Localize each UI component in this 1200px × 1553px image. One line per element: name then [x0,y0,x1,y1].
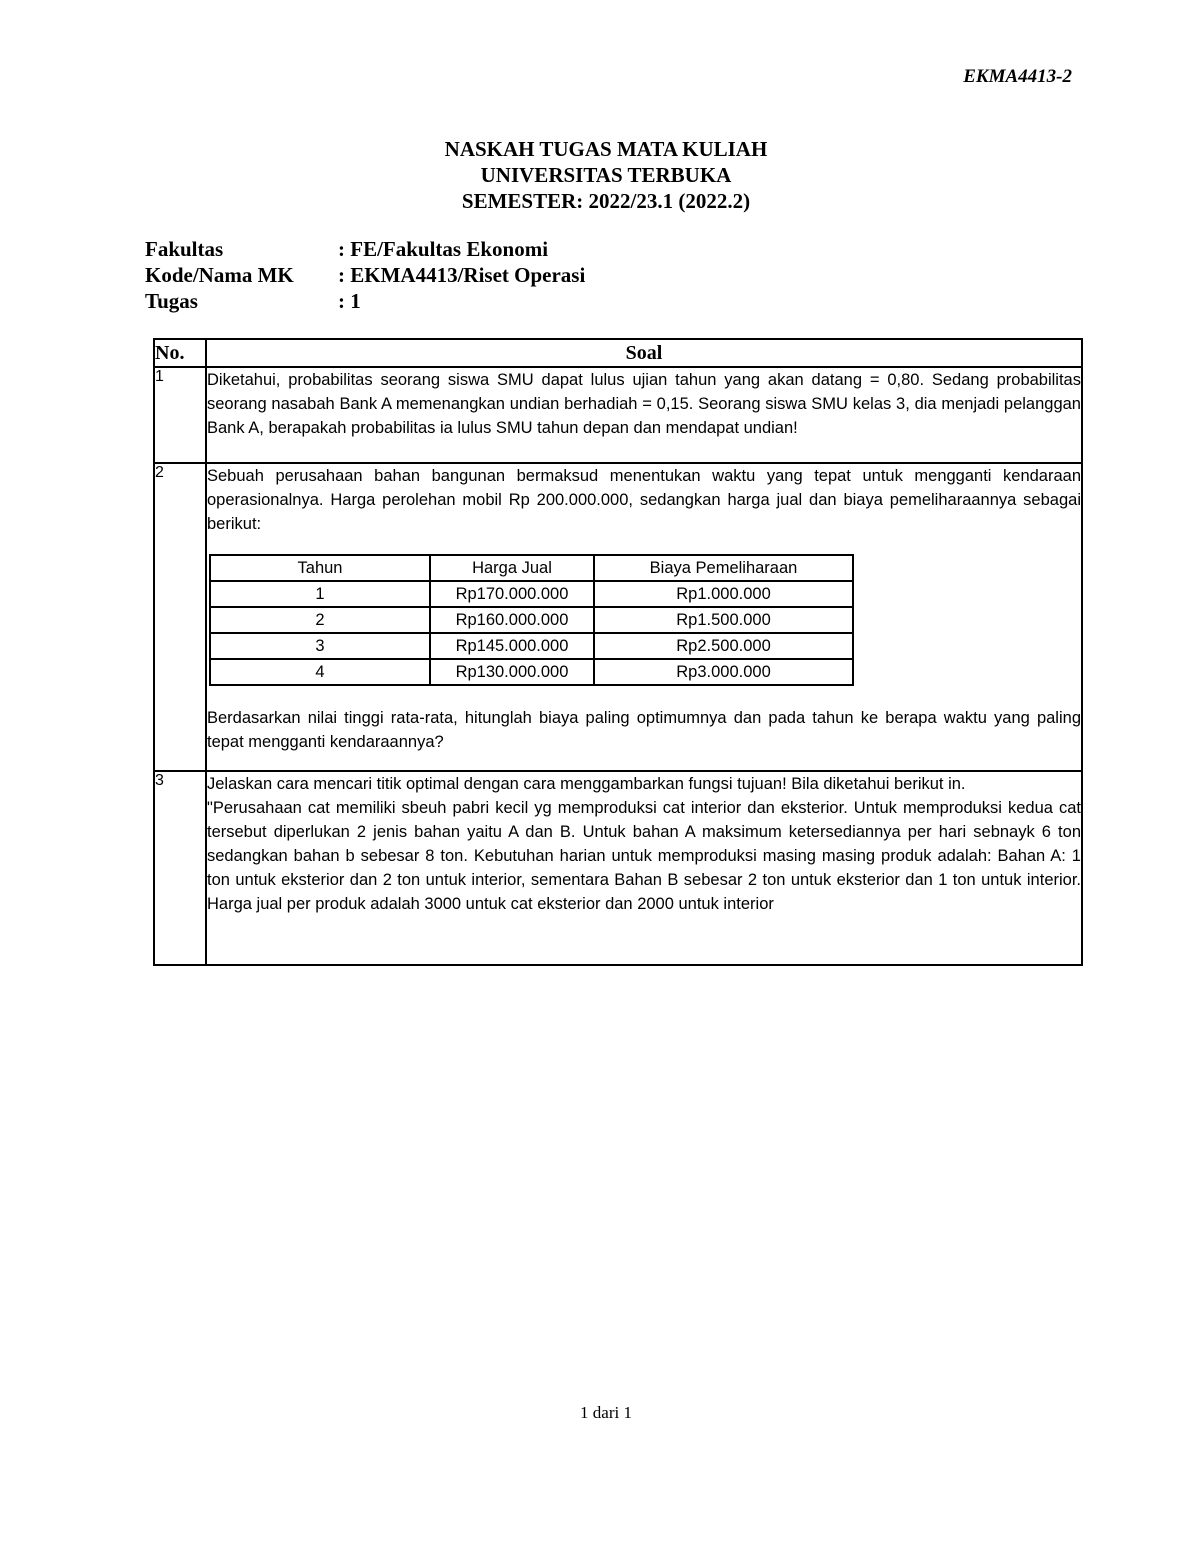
question-text: Jelaskan cara mencari titik optimal dengan cara menggambarkan fungsi tujuan! Bila diketahui berikut in. [207,775,966,793]
title-line-1: NASKAH TUGAS MATA KULIAH [444,137,768,161]
table-row [210,581,853,607]
question-body: "Perusahaan cat memiliki sbeuh pabri kecil yg memproduksi cat interior dan eksterior. Untuk memproduksi kedua cat tersebut diperlukan 2 jenis bahan yaitu A dan B. Untuk bahan A maksimum ketersediannya per hari sebnayk 6 ton sedangkan bahan b sebesar 8 ton. Kebutuhan harian untuk memproduksi masing masing produk adalah: Bahan A: 1 ton untuk eksterior dan 2 ton untuk interior, sementara Bahan B sebesar 2 ton untuk eksterior dan 1 ton untuk interior. Harga jual per produk adalah 3000 untuk cat eksterior dan 2000 untuk interior [207,799,1081,913]
cell-harga-jual: Rp170.000.000 [430,581,594,607]
meta-row-fakultas [145,236,585,262]
meta-value: : 1 [338,289,361,313]
table-row [210,633,853,659]
question-row-3 [154,771,1082,965]
cell-tahun: 4 [210,659,430,685]
cell-harga-jual: Rp130.000.000 [430,659,594,685]
meta-row-kode-mk [145,262,585,288]
table-row [210,659,853,685]
question-row-2 [154,463,1082,771]
cell-tahun: 1 [210,581,430,607]
questions-table-header [154,339,1082,367]
cell-biaya-pemeliharaan: Rp3.000.000 [594,659,853,685]
questions-table [153,338,1083,966]
header-soal: Soal [206,339,1082,367]
question-cell [206,463,1082,771]
cell-biaya-pemeliharaan: Rp2.500.000 [594,633,853,659]
question-number: 2 [154,463,206,771]
header-biaya-pemeliharaan: Biaya Pemeliharaan [594,555,853,581]
question-cell [206,771,1082,965]
cell-tahun: 3 [210,633,430,659]
meta-label: Kode/Nama MK [145,263,294,287]
course-info [145,236,585,314]
vehicle-cost-table [209,554,854,686]
document-code: EKMA4413-2 [963,66,1072,87]
header-harga-jual: Harga Jual [430,555,594,581]
header-no: No. [154,339,206,367]
question-text: Berdasarkan nilai tinggi rata-rata, hitunglah biaya paling optimumnya dan pada tahun ke berapa waktu yang paling tepat mengganti kendaraannya? [207,709,1081,751]
meta-value: : FE/Fakultas Ekonomi [338,237,549,261]
title-line-2: UNIVERSITAS TERBUKA [480,163,732,187]
vehicle-cost-header [210,555,853,581]
question-number: 3 [154,771,206,965]
meta-label: Fakultas [145,237,224,261]
cell-biaya-pemeliharaan: Rp1.000.000 [594,581,853,607]
cell-harga-jual: Rp160.000.000 [430,607,594,633]
question-cell [206,367,1082,463]
meta-value: : EKMA4413/Riset Operasi [338,263,586,287]
meta-row-tugas [145,288,585,314]
document-title [0,136,1200,214]
title-line-3: SEMESTER: 2022/23.1 (2022.2) [461,189,751,213]
question-row-1 [154,367,1082,463]
cell-tahun: 2 [210,607,430,633]
question-text: Diketahui, probabilitas seorang siswa SMU dapat lulus ujian tahun yang akan datang = 0,80. Sedang probabilitas seorang nasabah Bank A memenangkan undian berhadiah = 0,15. Seorang siswa SMU kelas 3, dia menjadi pelanggan Bank A, berapakah probabilitas ia lulus SMU tahun depan dan mendapat undian! [207,371,1081,437]
question-intro: Sebuah perusahaan bahan bangunan bermaksud menentukan waktu yang tepat untuk mengganti kendaraan operasionalnya. Harga perolehan mobil Rp 200.000.000, sedangkan harga jual dan biaya pemeliharaannya sebagai berikut: [207,467,1081,533]
header-tahun: Tahun [210,555,430,581]
cell-harga-jual: Rp145.000.000 [430,633,594,659]
table-row [210,607,853,633]
cell-biaya-pemeliharaan: Rp1.500.000 [594,607,853,633]
meta-label: Tugas [145,289,198,313]
question-number: 1 [154,367,206,463]
page-number: 1 dari 1 [580,1403,632,1422]
